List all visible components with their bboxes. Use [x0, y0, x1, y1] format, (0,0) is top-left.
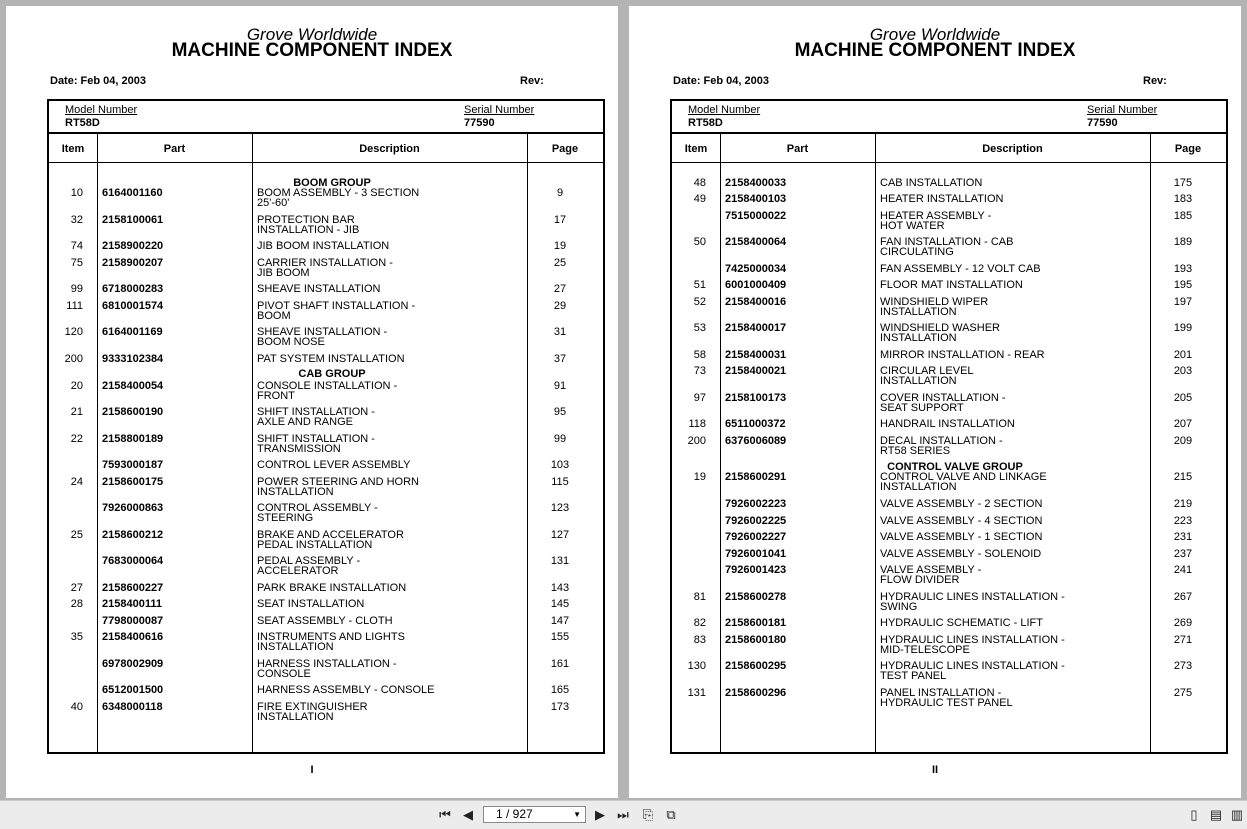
page-reference: 195	[1173, 279, 1193, 291]
item-number: 120	[64, 326, 83, 338]
part-number: 6376006089	[725, 435, 787, 447]
page-reference: 31	[553, 326, 567, 338]
continuous-view-icon[interactable]: ▤	[1209, 807, 1223, 822]
part-description: HEATER INSTALLATION	[880, 193, 1004, 205]
page-reference: 161	[550, 658, 570, 670]
part-description: SEAT ASSEMBLY - CLOTH	[257, 615, 393, 627]
part-number: 7425000034	[725, 263, 787, 275]
group-heading: CAB GROUP	[298, 368, 366, 380]
part-number: 2158600175	[102, 476, 164, 488]
page-reference: 131	[550, 555, 570, 567]
part-number: 2158600212	[102, 529, 164, 541]
part-number: 2158400616	[102, 631, 164, 643]
page-reference: 231	[1173, 531, 1193, 543]
item-number: 200	[687, 435, 706, 447]
item-number: 40	[70, 701, 83, 713]
part-description: INSTRUMENTS AND LIGHTS INSTALLATION	[257, 631, 405, 653]
document-page-right	[629, 6, 1241, 798]
part-number: 7926002223	[725, 498, 787, 510]
page-footer-number: I	[310, 764, 314, 776]
item-number: 83	[693, 634, 706, 646]
rev-label: Rev:	[1143, 75, 1167, 87]
page-reference: 123	[550, 502, 570, 514]
part-number: 2158600180	[725, 634, 787, 646]
page-footer-number: II	[931, 764, 939, 776]
part-number: 2158600181	[725, 617, 787, 629]
brand-name: Grove Worldwide	[869, 25, 1001, 44]
page-reference: 115	[551, 476, 569, 488]
part-description: HARNESS INSTALLATION - CONSOLE	[257, 658, 397, 680]
item-number: 118	[688, 418, 706, 430]
part-number: 6718000283	[102, 283, 164, 295]
part-description: PEDAL ASSEMBLY - ACCELERATOR	[257, 555, 361, 577]
part-description: VALVE ASSEMBLY - FLOW DIVIDER	[880, 564, 982, 586]
item-number: 35	[70, 631, 83, 643]
part-description: BRAKE AND ACCELERATOR PEDAL INSTALLATION	[257, 529, 404, 551]
part-number: 7593000187	[102, 459, 164, 471]
item-number: 58	[693, 349, 706, 361]
part-number: 7926001041	[725, 548, 787, 560]
part-description: HYDRAULIC SCHEMATIC - LIFT	[880, 617, 1043, 629]
column-header-item: Item	[684, 143, 708, 155]
part-description: PAT SYSTEM INSTALLATION	[257, 353, 405, 365]
page-reference: 203	[1173, 365, 1193, 377]
part-number: 2158400016	[725, 296, 787, 308]
page-reference: 193	[1173, 263, 1193, 275]
part-description: CONTROL ASSEMBLY - STEERING	[257, 502, 378, 524]
page-reference: 201	[1173, 349, 1193, 361]
part-number: 2158900207	[102, 257, 164, 269]
part-description: PARK BRAKE INSTALLATION	[257, 582, 407, 594]
first-page-icon[interactable]: ⏮	[439, 807, 451, 822]
part-description: HYDRAULIC LINES INSTALLATION - TEST PANEL	[880, 660, 1065, 682]
part-description: VALVE ASSEMBLY - 1 SECTION	[880, 531, 1043, 543]
part-description: CAB INSTALLATION	[880, 177, 983, 189]
page-reference: 25	[553, 257, 567, 269]
part-description: PIVOT SHAFT INSTALLATION - BOOM	[257, 300, 416, 322]
part-description: DECAL INSTALLATION - RT58 SERIES	[880, 435, 1003, 457]
part-description: HYDRAULIC LINES INSTALLATION - SWING	[880, 591, 1065, 613]
page-reference: 127	[550, 529, 570, 541]
item-number: 111	[66, 300, 83, 312]
page-reference: 189	[1173, 236, 1193, 248]
item-number: 97	[693, 392, 706, 404]
page-reference: 175	[1173, 177, 1193, 189]
column-header-item: Item	[61, 143, 85, 155]
part-number: 6001000409	[725, 279, 787, 291]
table-body	[49, 134, 603, 752]
part-description: SHIFT INSTALLATION - TRANSMISSION	[257, 433, 375, 455]
page-reference: 145	[550, 598, 570, 610]
serial-number-label: Serial Number	[1087, 104, 1158, 116]
date-label: Date: Feb 04, 2003	[673, 75, 769, 87]
part-description: VALVE ASSEMBLY - SOLENOID	[880, 548, 1042, 560]
part-number: 7926001423	[725, 564, 787, 576]
part-description: CIRCULAR LEVEL INSTALLATION	[880, 365, 974, 387]
page-reference: 219	[1173, 498, 1193, 510]
model-number-label: Model Number	[65, 104, 138, 116]
page-reference: 91	[553, 380, 567, 392]
page-reference: 95	[553, 406, 567, 418]
page-reference: 185	[1173, 210, 1193, 222]
part-number: 7926002225	[725, 515, 787, 527]
part-number: 2158400054	[102, 380, 164, 392]
part-number: 2158600295	[725, 660, 787, 672]
column-header-page: Page	[551, 143, 579, 155]
page-reference: 29	[553, 300, 567, 312]
part-description: PANEL INSTALLATION - HYDRAULIC TEST PANEL	[880, 687, 1013, 709]
part-description: SHIFT INSTALLATION - AXLE AND RANGE	[257, 406, 375, 428]
item-number: 50	[693, 236, 706, 248]
part-number: 2158600278	[725, 591, 787, 603]
part-number: 2158400031	[725, 349, 787, 361]
part-description: SHEAVE INSTALLATION	[257, 283, 381, 295]
go-forward-icon[interactable]: ⧉	[666, 807, 676, 822]
part-number: 6978002909	[102, 658, 164, 670]
part-description: CONSOLE INSTALLATION - FRONT	[257, 380, 398, 402]
part-number: 7515000022	[725, 210, 787, 222]
page-number-select[interactable]	[483, 806, 586, 823]
component-table	[670, 132, 1228, 754]
part-description: CARRIER INSTALLATION - JIB BOOM	[257, 257, 393, 279]
part-number: 2158900220	[102, 240, 164, 252]
part-description: HANDRAIL INSTALLATION	[880, 418, 1015, 430]
single-page-view-icon[interactable]: ▯	[1190, 807, 1198, 822]
part-number: 6164001169	[102, 326, 163, 338]
item-number: 28	[70, 598, 83, 610]
part-number: 6164001160	[102, 187, 163, 199]
page-reference: 173	[550, 701, 570, 713]
part-description: POWER STEERING AND HORN INSTALLATION	[257, 476, 419, 498]
part-number: 2158100173	[725, 392, 787, 404]
item-number: 53	[693, 322, 706, 334]
column-header-description: Description	[359, 143, 420, 155]
page-reference: 215	[1173, 471, 1193, 483]
item-number: 24	[70, 476, 83, 488]
go-back-icon[interactable]: ⎘	[642, 807, 654, 822]
part-description: VALVE ASSEMBLY - 4 SECTION	[880, 515, 1043, 527]
item-number: 48	[693, 177, 706, 189]
model-info-box	[47, 99, 605, 134]
item-number: 82	[693, 617, 706, 629]
next-page-icon[interactable]: ▶	[595, 807, 605, 822]
part-description: CONTROL VALVE AND LINKAGE INSTALLATION	[880, 471, 1047, 493]
item-number: 51	[693, 279, 706, 291]
date-label: Date: Feb 04, 2003	[50, 75, 146, 87]
page-reference: 37	[553, 353, 567, 365]
part-description: VALVE ASSEMBLY - 2 SECTION	[880, 498, 1043, 510]
part-description: FAN INSTALLATION - CAB CIRCULATING	[880, 236, 1014, 258]
page-reference: 267	[1173, 591, 1193, 603]
part-number: 2158600227	[102, 582, 164, 594]
item-number: 73	[693, 365, 706, 377]
item-number: 130	[687, 660, 706, 672]
page-reference: 223	[1173, 515, 1193, 527]
item-number: 99	[70, 283, 83, 295]
part-number: 2158400111	[102, 598, 162, 610]
column-header-part: Part	[786, 143, 809, 155]
serial-number-value: 77590	[1087, 117, 1118, 129]
page-title: MACHINE COMPONENT INDEX	[794, 40, 1076, 61]
item-number: 19	[693, 471, 706, 483]
part-number: 7926000863	[102, 502, 164, 514]
page-reference: 99	[553, 433, 567, 445]
part-number: 7683000064	[102, 555, 164, 567]
part-description: MIRROR INSTALLATION - REAR	[880, 349, 1045, 361]
part-number: 2158600296	[725, 687, 787, 699]
part-number: 2158400021	[725, 365, 787, 377]
page-reference: 205	[1173, 392, 1193, 404]
part-number: 6348000118	[102, 701, 163, 713]
page-reference: 273	[1173, 660, 1193, 672]
page-reference: 147	[550, 615, 570, 627]
column-header-part: Part	[163, 143, 186, 155]
item-number: 32	[70, 214, 83, 226]
part-number: 6810001574	[102, 300, 164, 312]
page-reference: 271	[1173, 634, 1193, 646]
table-body	[672, 134, 1226, 752]
part-description: FLOOR MAT INSTALLATION	[880, 279, 1023, 291]
document-page-left	[6, 6, 618, 798]
page-reference: 197	[1173, 296, 1193, 308]
part-description: PROTECTION BAR INSTALLATION - JIB	[257, 214, 360, 236]
item-number: 49	[693, 193, 706, 205]
part-number: 2158100061	[102, 214, 164, 226]
part-number: 2158400064	[725, 236, 787, 248]
model-info-box	[670, 99, 1228, 134]
part-description: HEATER ASSEMBLY - HOT WATER	[880, 210, 992, 232]
rev-label: Rev:	[520, 75, 544, 87]
part-description: COVER INSTALLATION - SEAT SUPPORT	[880, 392, 1006, 414]
chevron-down-icon: ▼	[573, 810, 581, 819]
item-number: 20	[70, 380, 83, 392]
part-description: HYDRAULIC LINES INSTALLATION - MID-TELESCOPE	[880, 634, 1065, 656]
part-number: 2158400033	[725, 177, 787, 189]
page-reference: 209	[1173, 435, 1193, 447]
item-number: 27	[70, 582, 83, 594]
item-number: 10	[70, 187, 83, 199]
page-reference: 17	[553, 214, 567, 226]
model-number-value: RT58D	[688, 117, 723, 129]
page-reference: 183	[1173, 193, 1193, 205]
part-number: 7798000087	[102, 615, 164, 627]
item-number: 75	[70, 257, 83, 269]
part-number: 2158800189	[102, 433, 164, 445]
part-description: SHEAVE INSTALLATION - BOOM NOSE	[257, 326, 388, 348]
part-description: BOOM ASSEMBLY - 3 SECTION 25'-60'	[257, 187, 420, 209]
part-number: 2158600291	[725, 471, 787, 483]
component-table	[47, 132, 605, 754]
item-number: 81	[693, 591, 706, 603]
part-number: 9333102384	[102, 353, 164, 365]
part-description: FIRE EXTINGUISHER INSTALLATION	[257, 701, 368, 723]
item-number: 25	[70, 529, 83, 541]
page-reference: 9	[556, 187, 564, 199]
last-page-icon[interactable]: ⏭	[617, 807, 629, 822]
page-reference: 155	[550, 631, 570, 643]
part-number: 2158400103	[725, 193, 787, 205]
part-description: WINDSHIELD WASHER INSTALLATION	[880, 322, 1000, 344]
part-description: FAN ASSEMBLY - 12 VOLT CAB	[880, 263, 1041, 275]
item-number: 21	[70, 406, 83, 418]
page-reference: 27	[553, 283, 567, 295]
page-reference: 165	[550, 684, 570, 696]
part-number: 7926002227	[725, 531, 787, 543]
part-number: 6511000372	[725, 418, 786, 430]
model-number-label: Model Number	[688, 104, 761, 116]
column-header-description: Description	[982, 143, 1043, 155]
model-number-value: RT58D	[65, 117, 100, 129]
column-header-page: Page	[1174, 143, 1202, 155]
item-number: 52	[693, 296, 706, 308]
serial-number-value: 77590	[464, 117, 495, 129]
part-description: WINDSHIELD WIPER INSTALLATION	[880, 296, 989, 318]
prev-page-icon[interactable]: ◀	[463, 807, 473, 822]
part-description: JIB BOOM INSTALLATION	[257, 240, 390, 252]
part-number: 6512001500	[102, 684, 164, 696]
item-number: 131	[687, 687, 706, 699]
serial-number-label: Serial Number	[464, 104, 535, 116]
page-reference: 269	[1173, 617, 1193, 629]
item-number: 74	[70, 240, 83, 252]
facing-view-icon[interactable]: ▥	[1230, 807, 1244, 822]
part-number: 2158400017	[725, 322, 787, 334]
group-heading: BOOM GROUP	[293, 177, 371, 189]
page-reference: 199	[1173, 322, 1193, 334]
page-reference: 207	[1173, 418, 1193, 430]
item-number: 200	[64, 353, 83, 365]
part-description: HARNESS ASSEMBLY - CONSOLE	[257, 684, 435, 696]
page-reference: 19	[553, 240, 567, 252]
brand-name: Grove Worldwide	[246, 25, 378, 44]
page-reference: 103	[550, 459, 570, 471]
page-reference: 241	[1173, 564, 1193, 576]
page-reference: 143	[550, 582, 570, 594]
part-number: 2158600190	[102, 406, 164, 418]
part-description: CONTROL LEVER ASSEMBLY	[257, 459, 411, 471]
item-number: 22	[70, 433, 83, 445]
page-reference: 275	[1173, 687, 1193, 699]
group-heading: CONTROL VALVE GROUP	[887, 461, 1023, 473]
page-title: MACHINE COMPONENT INDEX	[171, 40, 453, 61]
page-reference: 237	[1173, 548, 1193, 560]
page-indicator: 1 / 927	[496, 807, 533, 821]
viewer-toolbar	[0, 800, 1247, 829]
part-description: SEAT INSTALLATION	[257, 598, 365, 610]
